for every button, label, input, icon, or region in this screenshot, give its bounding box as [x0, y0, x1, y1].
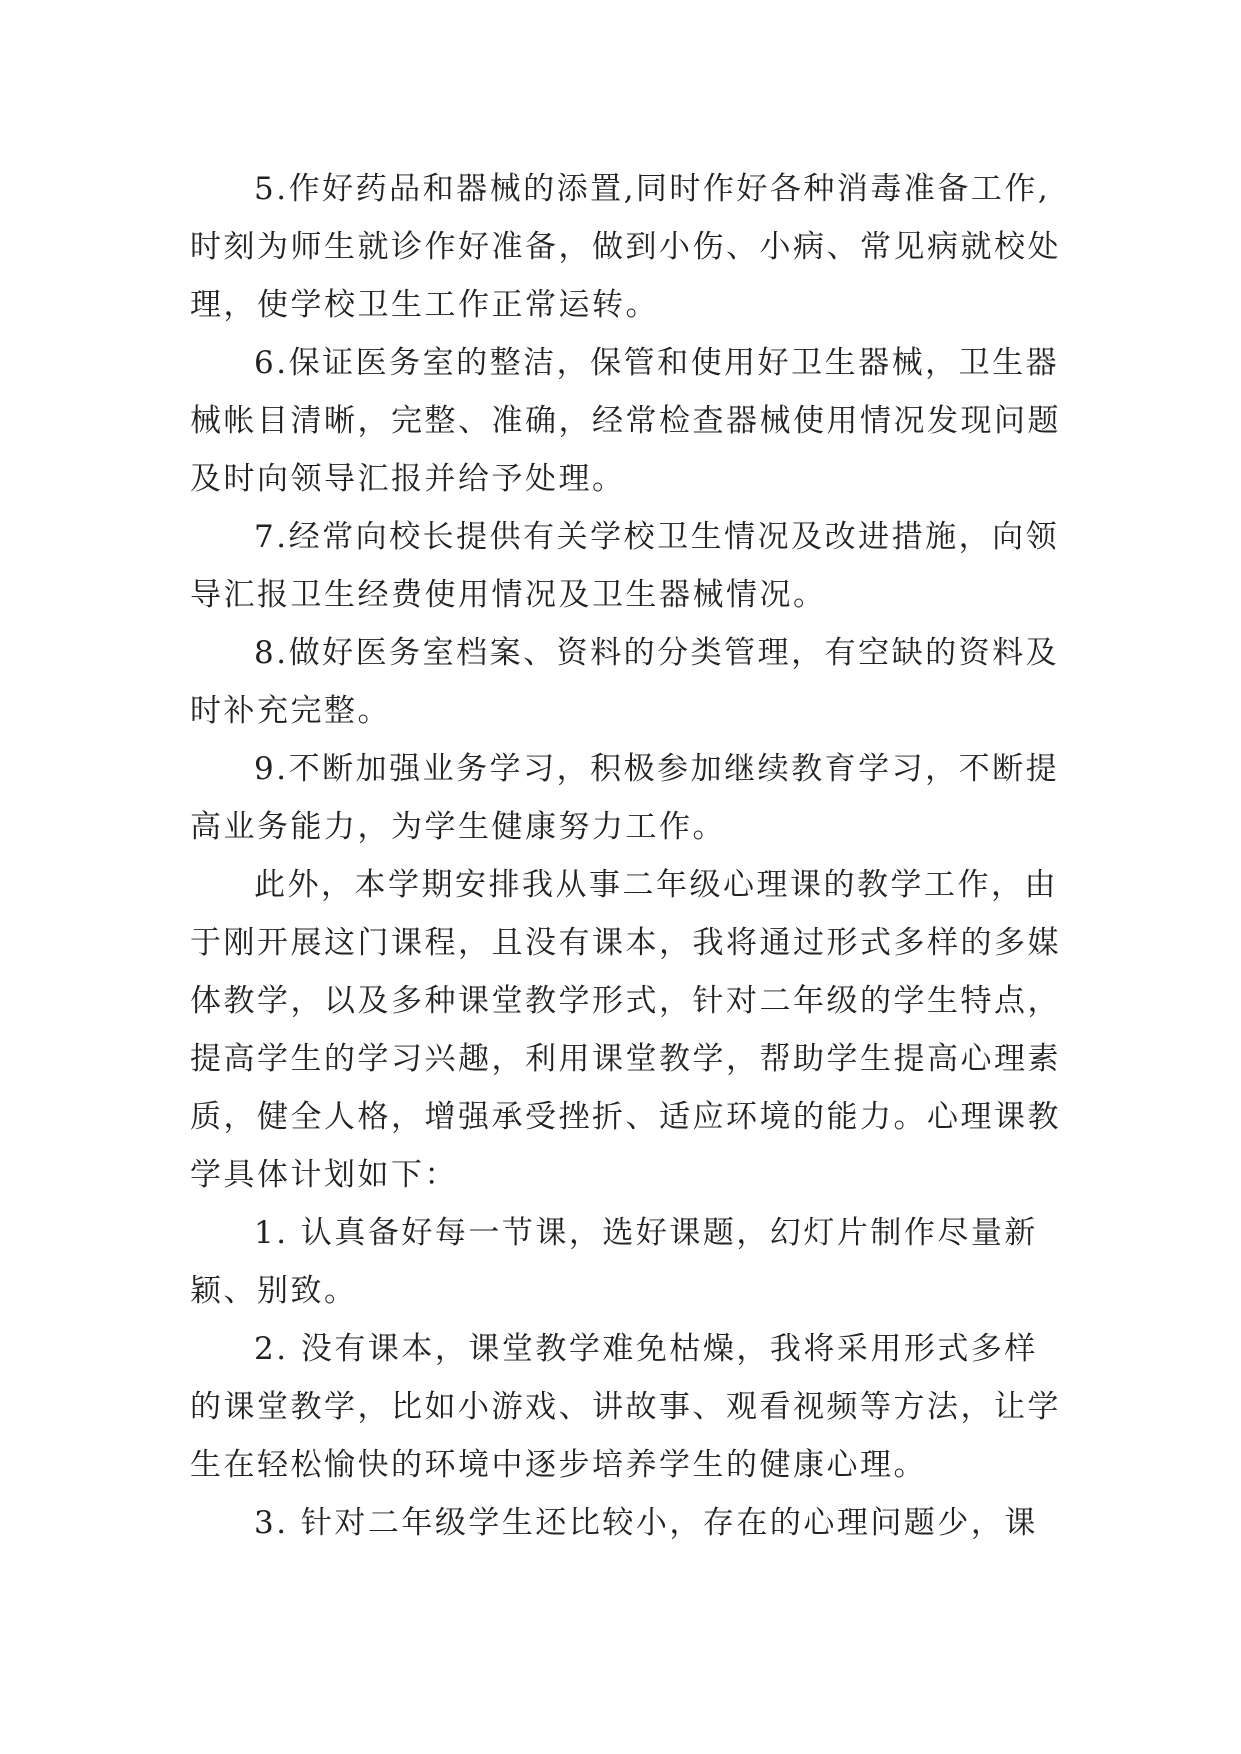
text-line: 此外，本学期安排我从事二年级心理课的教学工作，由	[254, 867, 1058, 903]
text-line: 提高学生的学习兴趣，利用课堂教学，帮助学生提高心理素	[190, 1041, 1061, 1077]
paragraph-plan-2	[190, 1320, 1090, 1494]
text-line: 高业务能力，为学生健康努力工作。	[190, 809, 726, 845]
text-line: 颖、别致。	[190, 1273, 358, 1309]
paragraph-item-9	[190, 740, 1090, 856]
paragraph-item-7	[190, 508, 1090, 624]
text-line: 9.不断加强业务学习，积极参加继续教育学习，不断提	[254, 751, 1060, 787]
paragraph-item-8	[190, 624, 1090, 740]
text-line: 时刻为师生就诊作好准备，做到小伤、小病、常见病就校处	[190, 229, 1061, 265]
text-line: 7.经常向校长提供有关学校卫生情况及改进措施，向领	[254, 519, 1060, 555]
text-line: 生在轻松愉快的环境中逐步培养学生的健康心理。	[190, 1447, 927, 1483]
text-line: 5.作好药品和器械的添置,同时作好各种消毒准备工作,	[254, 171, 1051, 207]
text-line: 及时向领导汇报并给予处理。	[190, 461, 626, 497]
paragraph-item-5	[190, 160, 1090, 334]
text-line: 3. 针对二年级学生还比较小，存在的心理问题少，课	[254, 1505, 1038, 1541]
text-line: 理，使学校卫生工作正常运转。	[190, 287, 659, 323]
text-line: 时补充完整。	[190, 693, 391, 729]
document-body	[190, 160, 1090, 1552]
paragraph-plan-1	[190, 1204, 1090, 1320]
text-line: 8.做好医务室档案、资料的分类管理，有空缺的资料及	[254, 635, 1060, 671]
text-line: 械帐目清晰，完整、准确，经常检查器械使用情况发现问题	[190, 403, 1061, 439]
paragraph-psychology-intro	[190, 856, 1090, 1204]
text-line: 于刚开展这门课程，且没有课本，我将通过形式多样的多媒	[190, 925, 1061, 961]
text-line: 质，健全人格，增强承受挫折、适应环境的能力。心理课教	[190, 1099, 1061, 1135]
text-line: 2. 没有课本，课堂教学难免枯燥，我将采用形式多样	[254, 1331, 1038, 1367]
text-line: 的课堂教学，比如小游戏、讲故事、观看视频等方法，让学	[190, 1389, 1061, 1425]
text-line: 学具体计划如下：	[190, 1157, 458, 1193]
text-line: 1. 认真备好每一节课，选好课题，幻灯片制作尽量新	[254, 1215, 1038, 1251]
text-line: 导汇报卫生经费使用情况及卫生器械情况。	[190, 577, 827, 613]
paragraph-plan-3	[190, 1494, 1090, 1552]
paragraph-item-6	[190, 334, 1090, 508]
text-line: 6.保证医务室的整洁，保管和使用好卫生器械，卫生器	[254, 345, 1060, 381]
text-line: 体教学，以及多种课堂教学形式，针对二年级的学生特点，	[190, 983, 1061, 1019]
